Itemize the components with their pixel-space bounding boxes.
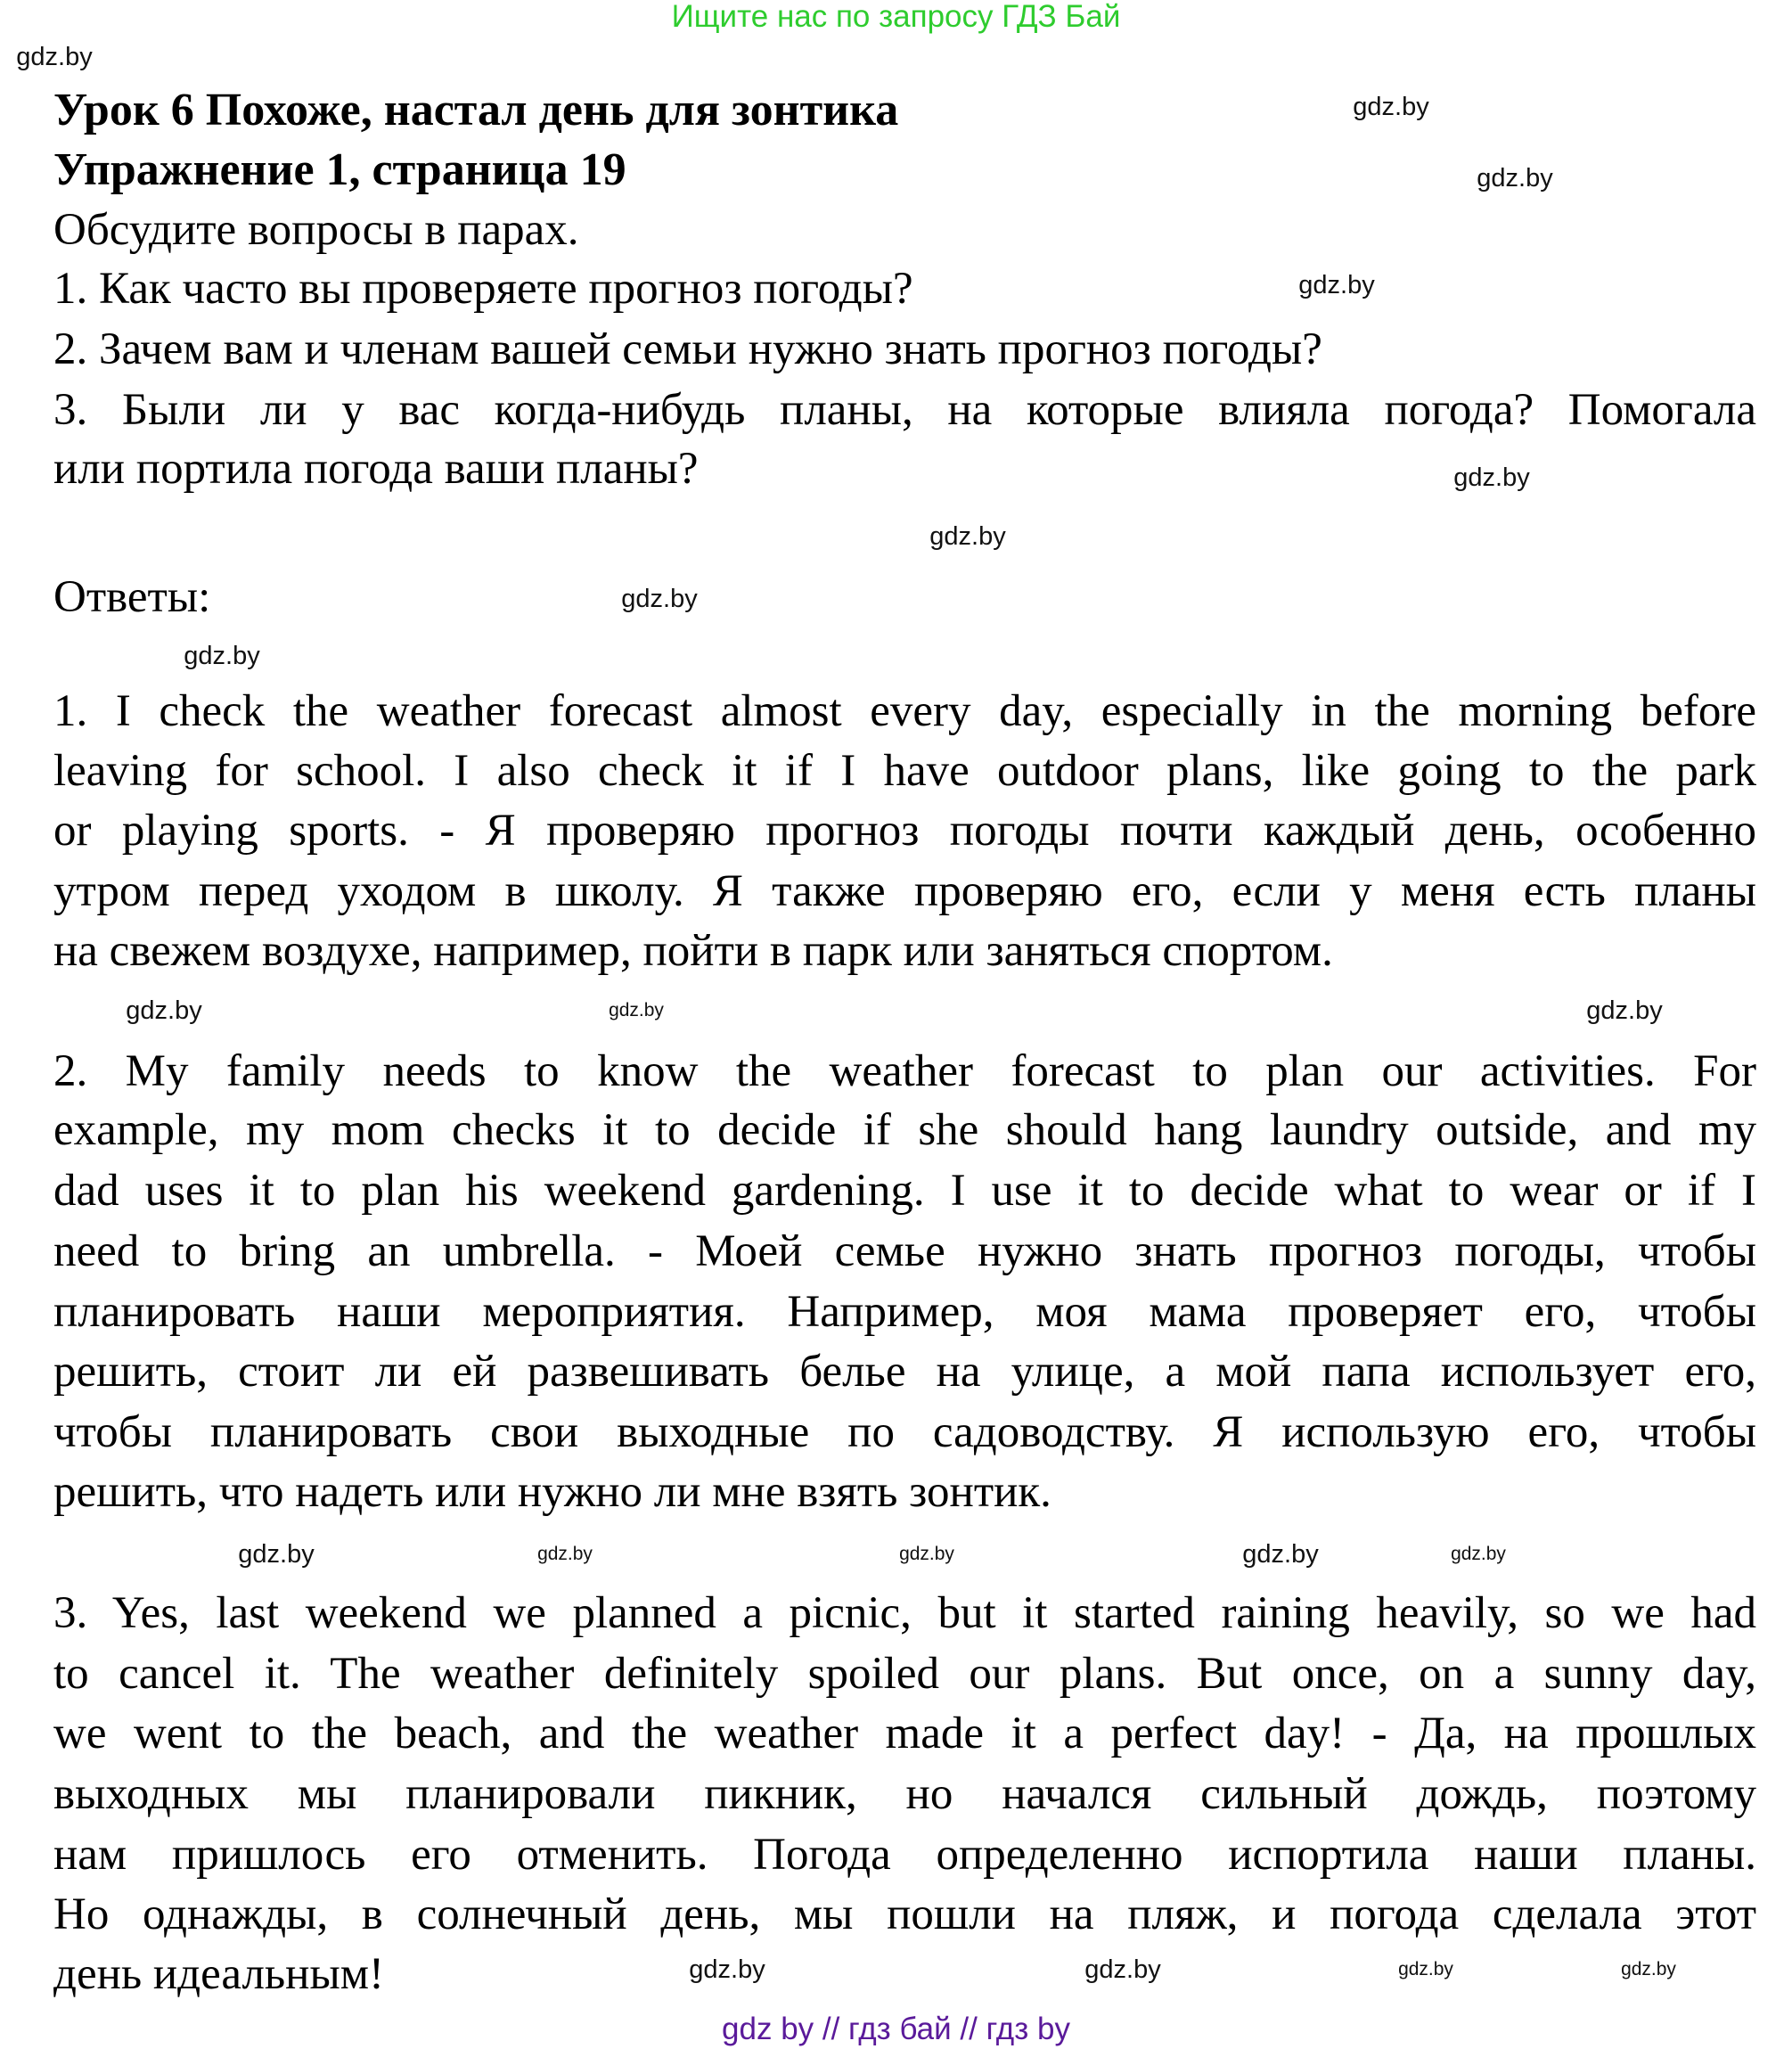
watermark: gdz.by xyxy=(1398,1959,1453,1979)
answer-2-line: планировать наши мероприятия. Например, моя мама проверяет его, чтобы xyxy=(53,1287,1756,1337)
task-line: Обсудите вопросы в парах. xyxy=(53,205,579,255)
answer-3-line: нам пришлось его отменить. Погода определенно испортила наши планы. xyxy=(53,1830,1756,1880)
answer-2-line: чтобы планировать свои выходные по садоводству. Я использую его, чтобы xyxy=(53,1407,1756,1457)
watermark: gdz.by xyxy=(929,522,1006,551)
answer-1-line: на свежем воздухе, например, пойти в парк или заняться спортом. xyxy=(53,926,1333,976)
watermark: gdz.by xyxy=(1353,93,1429,121)
watermark: gdz.by xyxy=(126,996,202,1025)
watermark: gdz.by xyxy=(1242,1540,1319,1569)
watermark: gdz.by xyxy=(689,1955,765,1984)
answer-2-line: need to bring an umbrella. - Моей семье нужно знать прогноз погоды, чтобы xyxy=(53,1226,1756,1276)
watermark: gdz.by xyxy=(1298,271,1375,299)
task-line: или портила погода ваши планы? xyxy=(53,444,699,494)
watermark: gdz.by xyxy=(16,43,93,71)
answer-3-line: to cancel it. The weather definitely spoiled our plans. But once, on a sunny day, xyxy=(53,1649,1756,1699)
task-line: 1. Как часто вы проверяете прогноз погоды? xyxy=(53,264,913,314)
watermark: gdz.by xyxy=(899,1544,954,1564)
answer-2-line: example, my mom checks it to decide if she should hang laundry outside, and my xyxy=(53,1105,1756,1155)
answer-2-line: 2. My family needs to know the weather forecast to plan our activities. For xyxy=(53,1046,1756,1096)
answer-2-line: dad uses it to plan his weekend gardening. I use it to decide what to wear or if I xyxy=(53,1166,1756,1216)
watermark: gdz.by xyxy=(1084,1955,1161,1984)
answer-3-line: выходных мы планировали пикник, но начался сильный дождь, поэтому xyxy=(53,1769,1756,1819)
watermark: gdz.by xyxy=(537,1544,593,1564)
answer-3-line: Но однажды, в солнечный день, мы пошли на пляж, и погода сделала этот xyxy=(53,1889,1756,1939)
task-line: 2. Зачем вам и членам вашей семьи нужно знать прогноз погоды? xyxy=(53,324,1322,374)
watermark: gdz.by xyxy=(1451,1544,1506,1564)
answer-1-line: 1. I check the weather forecast almost every day, especially in the morning before xyxy=(53,686,1756,736)
answer-1-line: утром перед уходом в школу. Я также проверяю его, если у меня есть планы xyxy=(53,866,1756,916)
task-line: 3. Были ли у вас когда-нибудь планы, на которые влияла погода? Помогала xyxy=(53,385,1756,435)
watermark: gdz.by xyxy=(609,1000,664,1020)
watermark: gdz.by xyxy=(621,585,698,613)
answers-label: Ответы: xyxy=(53,572,211,622)
answer-2-line: решить, стоит ли ей развешивать белье на улице, а мой папа использует его, xyxy=(53,1347,1756,1397)
answer-1-line: leaving for school. I also check it if I have outdoor plans, like going to the park xyxy=(53,746,1756,796)
watermark: gdz.by xyxy=(1477,164,1553,193)
watermark: gdz.by xyxy=(1586,996,1663,1025)
search-banner: Ищите нас по запросу ГДЗ Бай xyxy=(671,0,1121,34)
exercise-title: Упражнение 1, страница 19 xyxy=(53,144,626,195)
answer-1-line: or playing sports. - Я проверяю прогноз погоды почти каждый день, особенно xyxy=(53,806,1756,856)
answer-2-line: решить, что надеть или нужно ли мне взять зонтик. xyxy=(53,1467,1051,1517)
watermark: gdz.by xyxy=(1453,463,1530,492)
watermark: gdz.by xyxy=(1621,1959,1676,1979)
answer-3-line: we went to the beach, and the weather made it a perfect day! - Да, на прошлых xyxy=(53,1709,1756,1758)
answer-3-line: день идеальным! xyxy=(53,1949,384,1999)
lesson-title: Урок 6 Похоже, настал день для зонтика xyxy=(53,85,899,135)
watermark: gdz.by xyxy=(184,642,260,670)
footer-links[interactable]: gdz by // гдз бай // гдз by xyxy=(722,2012,1070,2046)
answer-3-line: 3. Yes, last weekend we planned a picnic, but it started raining heavily, so we had xyxy=(53,1588,1756,1638)
watermark: gdz.by xyxy=(238,1540,315,1569)
